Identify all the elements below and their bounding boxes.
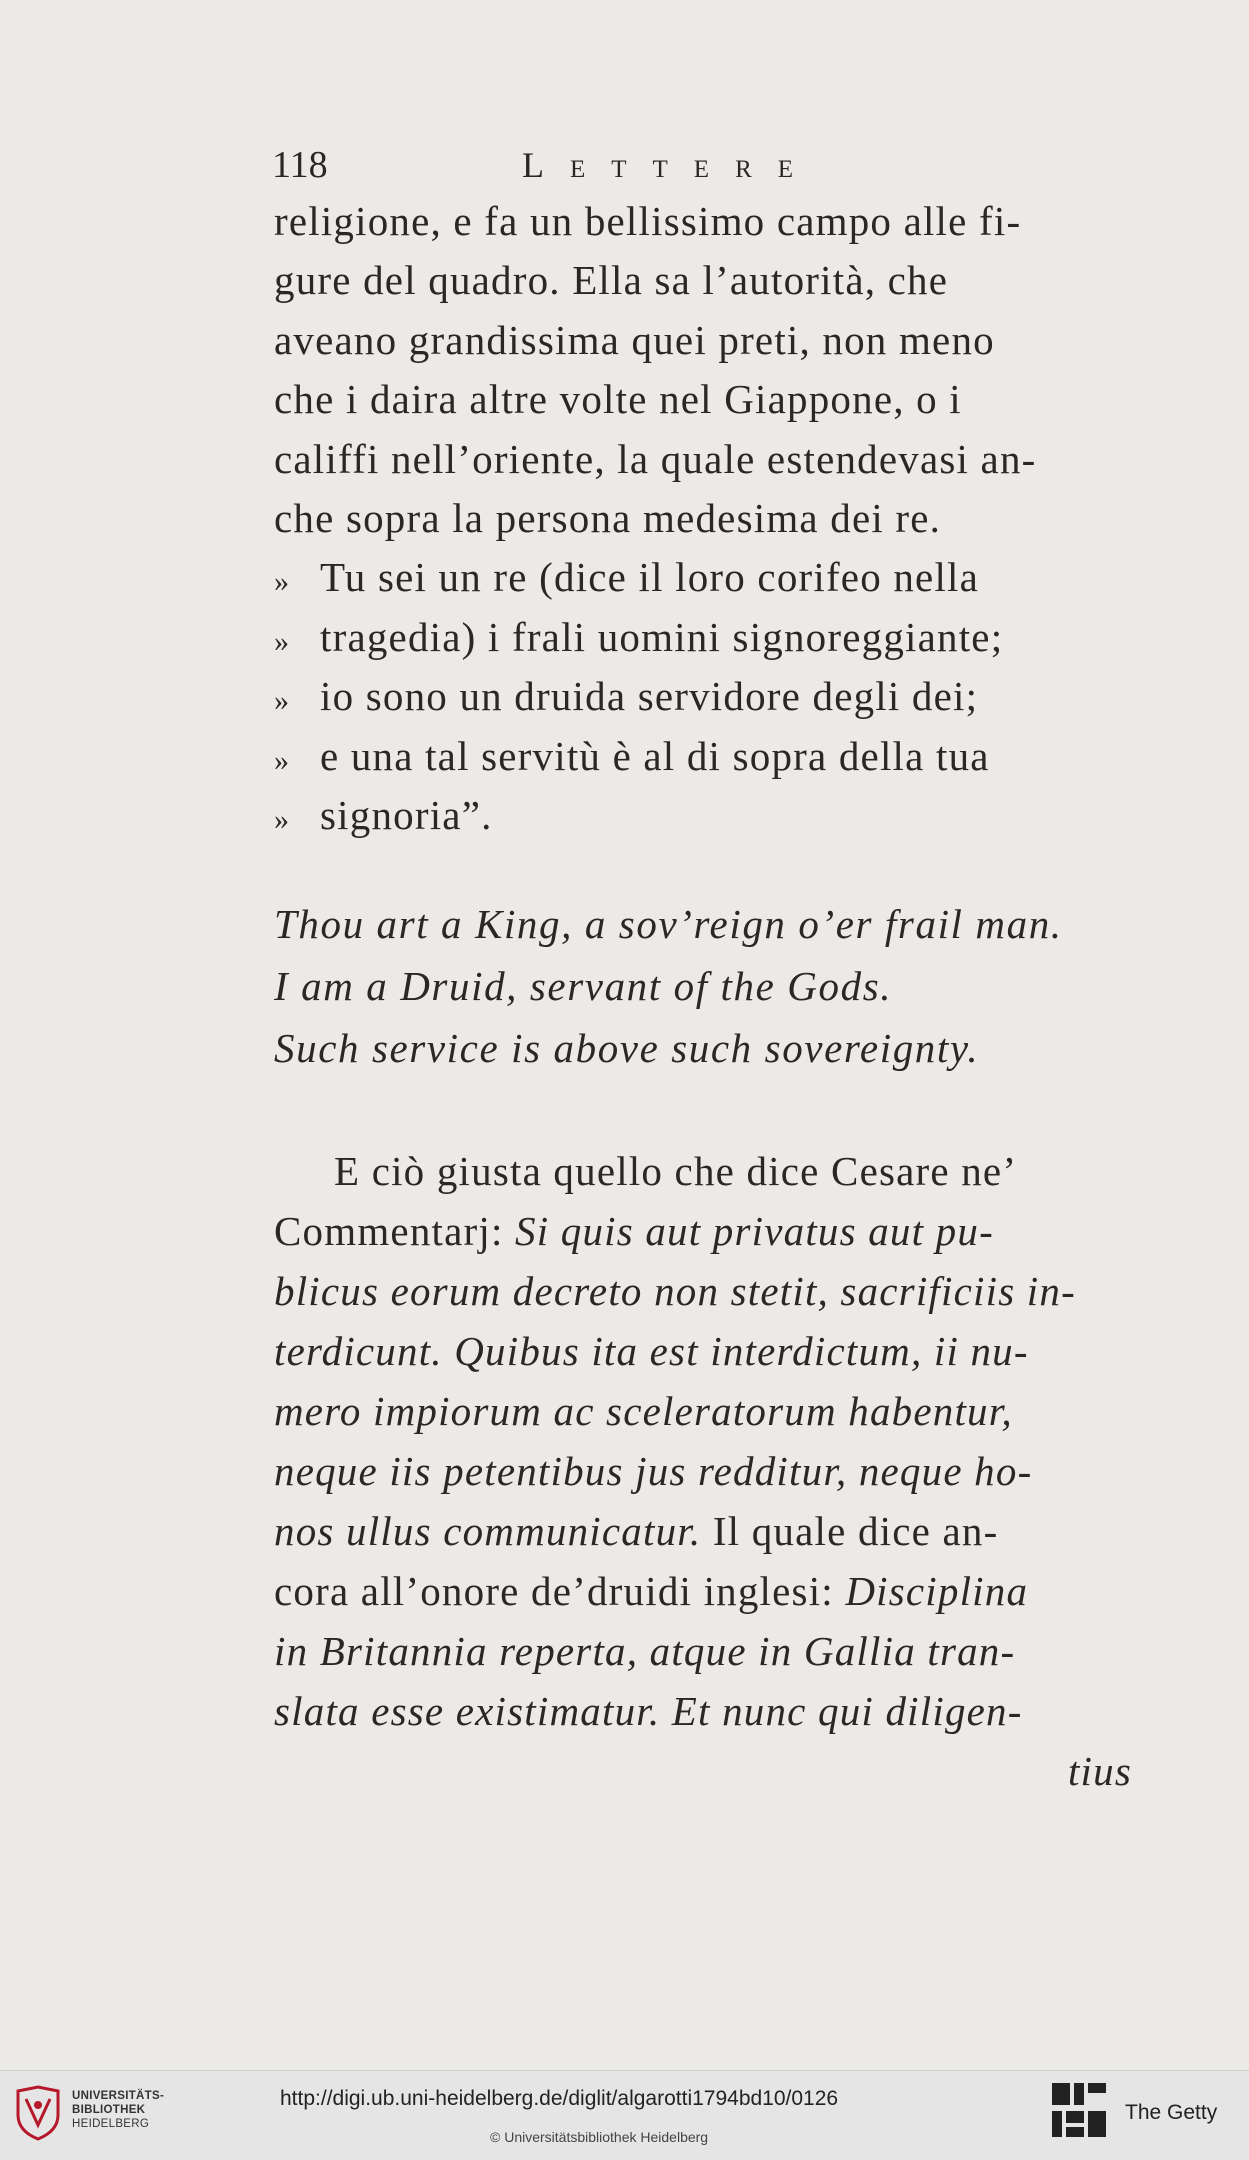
quote-line xyxy=(274,548,1174,607)
text-block xyxy=(274,192,1174,1801)
quote-text: Tu sei un re (dice il loro corifeo nella xyxy=(320,554,980,601)
text-line xyxy=(274,1201,1174,1261)
verse-line: I am a Druid, servant of the Gods. xyxy=(274,963,893,1010)
university-name xyxy=(72,2089,164,2131)
text-span: Commentarj: xyxy=(274,1208,504,1255)
paragraph-2 xyxy=(274,1141,1174,1801)
text-line: califfi nell’oriente, la quale estendevasi an- xyxy=(274,435,1037,482)
verse-line: Such service is above such sovereignty. xyxy=(274,1025,980,1072)
page-number: 118 xyxy=(272,144,328,186)
quote-text: e una tal servitù è al di sopra della tua xyxy=(320,732,990,779)
text-line xyxy=(274,1501,1174,1561)
quote-mark: » xyxy=(274,802,291,836)
paragraph-1 xyxy=(274,192,1174,548)
latin-quote: nos ullus communicatur. xyxy=(274,1508,702,1555)
quote-text: io sono un druida servidore degli dei; xyxy=(320,673,979,720)
quote-mark: » xyxy=(274,743,291,777)
running-head xyxy=(272,140,932,190)
quote-mark: » xyxy=(274,565,291,599)
university-seal-icon xyxy=(12,2085,64,2141)
footer-bar xyxy=(0,2070,1249,2160)
latin-quote: slata esse existimatur. xyxy=(274,1688,661,1735)
catchword: tius xyxy=(1067,1748,1132,1795)
text-line xyxy=(274,1381,1174,1441)
getty-logo-icon xyxy=(1050,2081,1110,2147)
text-line xyxy=(274,1621,1174,1681)
latin-quote: mero impiorum ac sceleratorum habentur, xyxy=(274,1388,1013,1435)
text-line: E ciò giusta quello che dice Cesare ne’ xyxy=(334,1148,1018,1195)
text-line xyxy=(274,1321,1174,1381)
university-name-line: UNIVERSITÄTS- xyxy=(72,2090,165,2102)
latin-quote: Et nunc qui diligen- xyxy=(671,1688,1023,1735)
latin-quote: neque iis petentibus jus redditur, neque ho- xyxy=(274,1448,1033,1495)
partner-name: The Getty xyxy=(1125,2101,1218,2124)
latin-quote: terdicunt. xyxy=(274,1328,443,1375)
text-line: gure del quadro. Ella sa l’autorità, che xyxy=(274,257,949,304)
english-verse xyxy=(274,893,1174,1079)
latin-quote: in Britannia reperta, atque in Gallia tran- xyxy=(274,1628,1016,1675)
university-name-line: BIBLIOTHEK xyxy=(72,2104,146,2116)
text-line: religione, e fa un bellissimo campo alle fi- xyxy=(274,198,1022,244)
quote-mark: » xyxy=(274,624,291,658)
university-name-line: HEIDELBERG xyxy=(72,2118,150,2130)
quote-mark: » xyxy=(274,684,291,718)
verse-line: Thou art a King, a sov’reign o’er frail man. xyxy=(274,901,1063,948)
text-span: Il quale dice an- xyxy=(712,1508,999,1555)
latin-quote: Si quis aut privatus aut pu- xyxy=(515,1208,994,1255)
text-line: aveano grandissima quei preti, non meno xyxy=(274,316,995,363)
quote-text: signoria”. xyxy=(320,791,493,838)
quotation xyxy=(274,548,1174,845)
quote-text: tragedia) i frali uomini signoreggiante; xyxy=(320,613,1004,660)
permalink-url[interactable]: http://digi.ub.uni-heidelberg.de/diglit/algarotti1794bd10/0126 xyxy=(280,2087,839,2110)
latin-quote: Disciplina xyxy=(845,1568,1029,1615)
text-line: che sopra la persona medesima dei re. xyxy=(274,494,942,541)
latin-quote: blicus eorum decreto non stetit, sacrificiis in- xyxy=(274,1268,1076,1315)
quote-line xyxy=(274,608,1174,667)
quote-line xyxy=(274,727,1174,786)
quote-line xyxy=(274,786,1174,845)
text-line xyxy=(274,1261,1174,1321)
text-line xyxy=(274,1681,1174,1741)
text-line xyxy=(274,1441,1174,1501)
copyright-notice: © Universitätsbibliothek Heidelberg xyxy=(490,2129,709,2145)
text-line: che i daira altre volte nel Giappone, o i xyxy=(274,376,962,423)
text-line xyxy=(274,1561,1174,1621)
quote-line xyxy=(274,667,1174,726)
latin-quote: Quibus ita est interdictum, ii nu- xyxy=(454,1328,1029,1375)
running-title: Lettere xyxy=(522,145,820,185)
text-span: cora all’onore de’druidi inglesi: xyxy=(274,1568,834,1615)
